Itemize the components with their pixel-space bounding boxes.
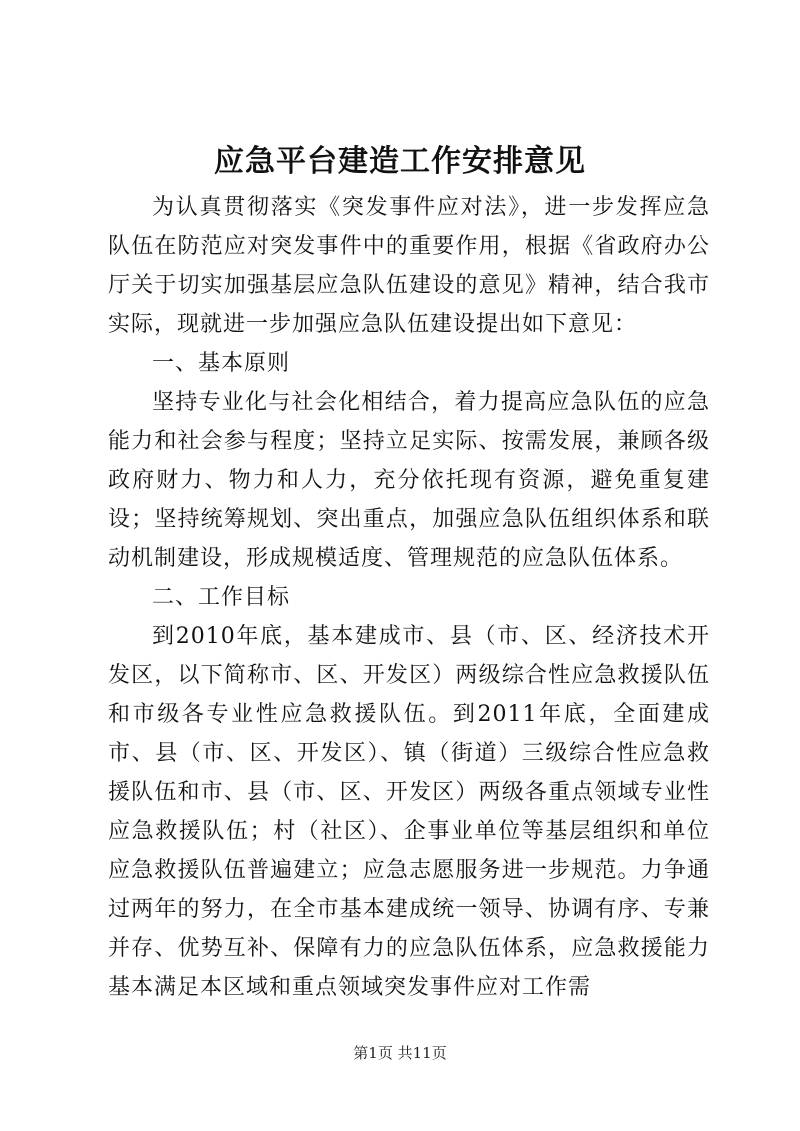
basic-principles-paragraph: 坚持专业化与社会化相结合，着力提高应急队伍的应急能力和社会参与程度；坚持立足实际、按需发展，兼顾各级政府财力、物力和人力，充分依托现有资源，避免重复建设；坚持统筹规划、突出重点，加强应急队伍组织体系和联动机制建设，形成规模适度、管理规范的应急队伍体系。 bbox=[108, 390, 710, 571]
intro-paragraph: 为认真贯彻落实《突发事件应对法》，进一步发挥应急队伍在防范应对突发事件中的重要作用，根据《省政府办公厅关于切实加强基层应急队伍建设的意见》精神，结合我市实际，现就进一步加强应急队伍建设提出如下意见： bbox=[108, 195, 710, 337]
page-number-footer: 第1页 共11页 bbox=[353, 1044, 447, 1062]
section-heading-work-goals: 二、工作目标 bbox=[152, 585, 291, 610]
document-body bbox=[108, 188, 710, 1007]
section-heading-basic-principles: 一、基本原则 bbox=[152, 351, 291, 376]
document-title: 应急平台建造工作安排意见 bbox=[214, 144, 586, 179]
work-goals-paragraph: 到2010年底，基本建成市、县（市、区、经济技术开发区，以下简称市、区、开发区）两级综合性应急救援队伍和市级各专业性应急救援队伍。到2011年底，全面建成市、县（市、区、开发区）、镇（街道）三级综合性应急救援队伍和市、县（市、区、开发区）两级各重点领域专业性应急救援队伍；村（社区）、企事业单位等基层组织和单位应急救援队伍普遍建立；应急志愿服务进一步规范。力争通过两年的努力，在全市基本建成统一领导、协调有序、专兼并存、优势互补、保障有力的应急队伍体系，应急救援能力基本满足本区域和重点领域突发事件应对工作需 bbox=[108, 624, 710, 1000]
